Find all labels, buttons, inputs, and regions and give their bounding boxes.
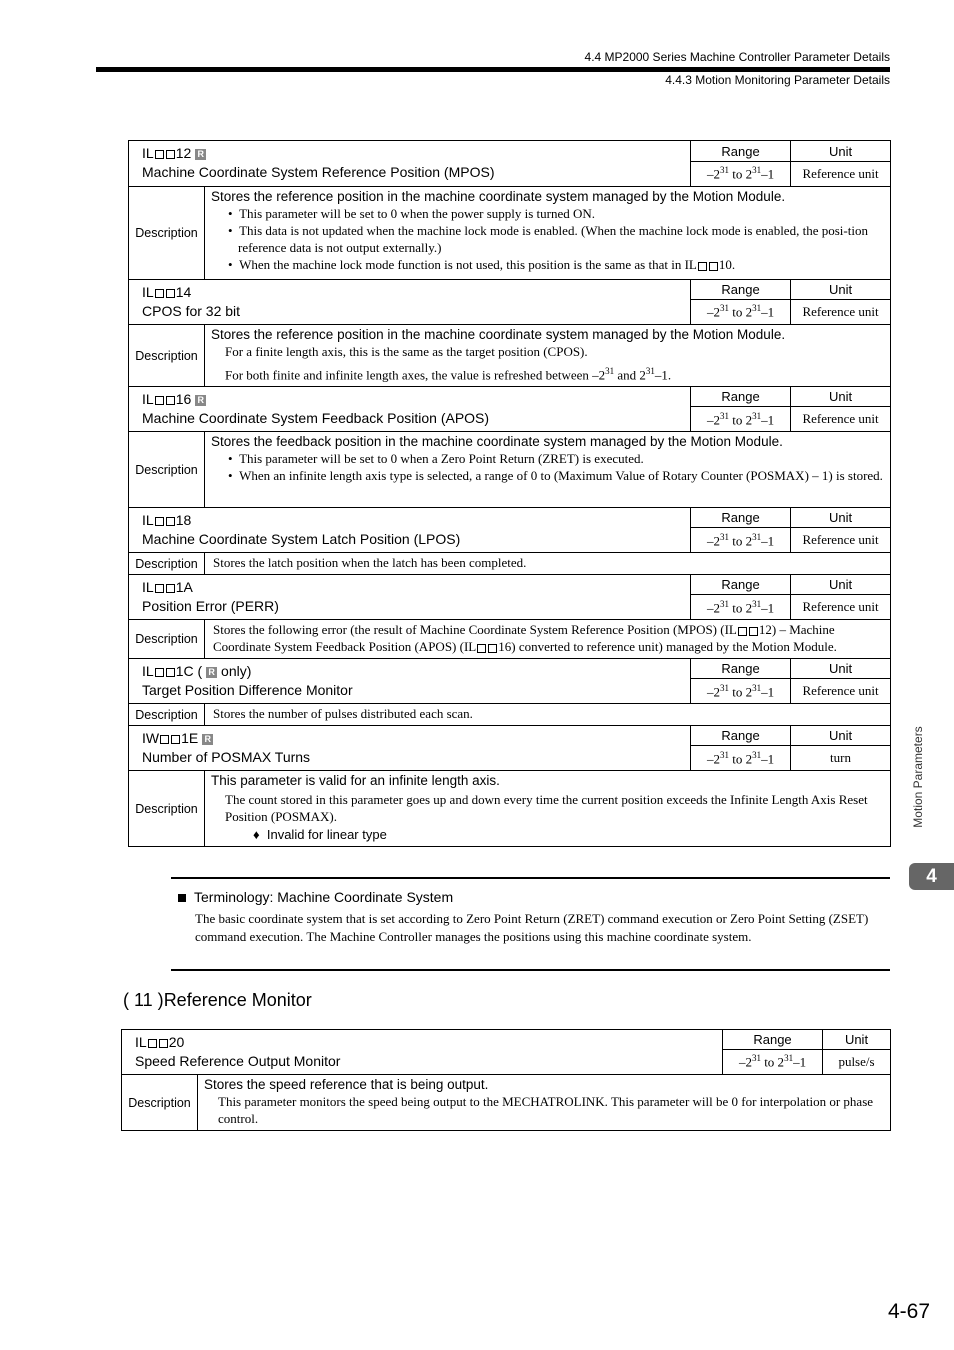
param-header: IL 1A Position Error (PERR) bbox=[129, 575, 691, 620]
range-header: Range bbox=[723, 1030, 823, 1050]
unit-value: pulse/s bbox=[823, 1050, 891, 1075]
unit-value: Reference unit bbox=[791, 528, 891, 553]
description-label: Description bbox=[129, 553, 205, 575]
unit-header: Unit bbox=[791, 726, 891, 746]
page-number: 4-67 bbox=[887, 1300, 930, 1323]
section-heading: ( 11 )Reference Monitor bbox=[123, 990, 312, 1010]
param-name: Machine Coordinate System Reference Position (MPOS) bbox=[142, 164, 495, 180]
param-name: Position Error (PERR) bbox=[142, 598, 279, 615]
r-mark-icon: R bbox=[202, 734, 213, 745]
param-header: IL 18 Machine Coordinate System Latch Position (LPOS) bbox=[129, 508, 691, 553]
param-header: IL 14 CPOS for 32 bit bbox=[129, 280, 691, 325]
range-header: Range bbox=[691, 508, 791, 528]
range-value: $-2^{31}$ to $2^{31}-1$ bbox=[691, 595, 791, 620]
param-name: Number of POSMAX Turns bbox=[142, 749, 311, 766]
terminology-title: Terminology: Machine Coordinate System bbox=[178, 889, 453, 905]
param-header: IL 16 R Machine Coordinate System Feedback Position (APOS) bbox=[129, 387, 691, 432]
range-value: $-2^{31}$ to $2^{31}-1$ bbox=[691, 679, 791, 704]
description-text: Stores the following error (the result of Machine Coordinate System Reference Position (MPOS) (IL 12) – Machine Coordinate System Feedback Position (APOS) (IL 16) converted to reference unit) managed by the Motion Module. bbox=[205, 620, 891, 659]
description-label: Description bbox=[122, 1075, 198, 1131]
reference-monitor-table bbox=[121, 1029, 891, 1131]
unit-header: Unit bbox=[791, 141, 891, 162]
range-value: $-2^{31}$ to $2^{31}-1$ bbox=[691, 528, 791, 553]
param-name: Speed Reference Output Monitor bbox=[135, 1053, 341, 1069]
r-mark-icon: R bbox=[195, 395, 206, 406]
r-mark-icon: R bbox=[206, 667, 217, 678]
range-value: $-2^{31}$ to $2^{31}-1$ bbox=[691, 746, 791, 771]
param-header: IL 12 R Machine Coordinate System Reference Position (MPOS) bbox=[129, 141, 691, 187]
range-header: Range bbox=[691, 659, 791, 679]
description-text: Stores the number of pulses distributed each scan. bbox=[205, 704, 891, 726]
description-text: This parameter is valid for an infinite length axis. The count stored in this parameter goes up and down every time the current position exceeds the Infinite Length Axis Reset Position (POSMAX). ♦ Invalid for linear type bbox=[205, 771, 891, 847]
range-header: Range bbox=[691, 280, 791, 300]
unit-header: Unit bbox=[791, 280, 891, 300]
header-section: 4.4 MP2000 Series Machine Controller Parameter Details bbox=[584, 50, 890, 64]
header-subsection: 4.4.3 Motion Monitoring Parameter Details bbox=[665, 73, 890, 87]
range-header: Range bbox=[691, 141, 791, 162]
unit-value: Reference unit bbox=[791, 407, 891, 432]
description-label: Description bbox=[129, 187, 205, 280]
range-value: $-2^{31}$ to $2^{31}-1$ bbox=[691, 300, 791, 325]
param-name: Machine Coordinate System Latch Position (LPOS) bbox=[142, 531, 461, 548]
param-name: Target Position Difference Monitor bbox=[142, 682, 353, 699]
param-header: IL 20 Speed Reference Output Monitor bbox=[122, 1030, 723, 1075]
range-value: $-2^{31}$ to $2^{31}-1$ bbox=[691, 162, 791, 187]
description-text: Stores the latch position when the latch has been completed. bbox=[205, 553, 891, 575]
chapter-tab: 4 bbox=[909, 863, 954, 890]
range-header: Range bbox=[691, 387, 791, 407]
description-text: Stores the reference position in the machine coordinate system managed by the Motion Module. • This parameter will be set to 0 when the power supply is turned ON. • This data is not updated when the machine lock mode is enabled. (When the machine lock mode is enabled, the posi-tion reference data is not output externally.) • When the machine lock mode function is not used, this position is the same as that in IL 10. bbox=[205, 187, 891, 280]
range-header: Range bbox=[691, 726, 791, 746]
unit-value: turn bbox=[791, 746, 891, 771]
side-tab-label: Motion Parameters bbox=[911, 726, 925, 828]
param-header: IL 1C ( R only) Target Position Difference Monitor bbox=[129, 659, 691, 704]
unit-value: Reference unit bbox=[791, 300, 891, 325]
param-name: CPOS for 32 bit bbox=[142, 303, 241, 319]
unit-value: Reference unit bbox=[791, 679, 891, 704]
range-header: Range bbox=[691, 575, 791, 595]
unit-header: Unit bbox=[791, 659, 891, 679]
unit-header: Unit bbox=[823, 1030, 891, 1050]
header-rule bbox=[96, 67, 890, 72]
description-label: Description bbox=[129, 325, 205, 387]
square-bullet-icon bbox=[178, 894, 186, 902]
description-text: Stores the feedback position in the machine coordinate system managed by the Motion Module. • This parameter will be set to 0 when a Zero Point Return (ZRET) is executed. • When an infinite length axis type is selected, a range of 0 to (Maximum Value of Rotary Counter (POSMAX) – 1) is stored. bbox=[205, 432, 891, 508]
description-label: Description bbox=[129, 620, 205, 659]
description-label: Description bbox=[129, 432, 205, 508]
description-text: Stores the reference position in the machine coordinate system managed by the Motion Module. For a finite length axis, this is the same as the target position (CPOS). For both finite and infinite length axes, the value is refreshed between $-2^{31}$ and $2^{31}-1$. bbox=[205, 325, 891, 387]
param-header: IW 1E R Number of POSMAX Turns bbox=[129, 726, 691, 771]
range-value: $-2^{31}$ to $2^{31}-1$ bbox=[691, 407, 791, 432]
terminology-box bbox=[171, 877, 890, 971]
unit-header: Unit bbox=[791, 508, 891, 528]
range-value: $-2^{31}$ to $2^{31}-1$ bbox=[723, 1050, 823, 1075]
unit-value: Reference unit bbox=[791, 162, 891, 187]
r-mark-icon: R bbox=[195, 149, 206, 160]
terminology-body: The basic coordinate system that is set according to Zero Point Return (ZRET) command execution or Zero Point Setting (ZSET) command execution. The Machine Controller manages the positions using this machine coordinate system. bbox=[195, 911, 869, 944]
motion-parameter-table bbox=[128, 140, 891, 847]
description-label: Description bbox=[129, 704, 205, 726]
unit-value: Reference unit bbox=[791, 595, 891, 620]
unit-header: Unit bbox=[791, 387, 891, 407]
param-name: Machine Coordinate System Feedback Position (APOS) bbox=[142, 410, 490, 427]
unit-header: Unit bbox=[791, 575, 891, 595]
description-label: Description bbox=[129, 771, 205, 847]
description-text: Stores the speed reference that is being output. This parameter monitors the speed being output to the MECHATROLINK. This parameter will be 0 for interpolation or phase control. bbox=[198, 1075, 891, 1131]
